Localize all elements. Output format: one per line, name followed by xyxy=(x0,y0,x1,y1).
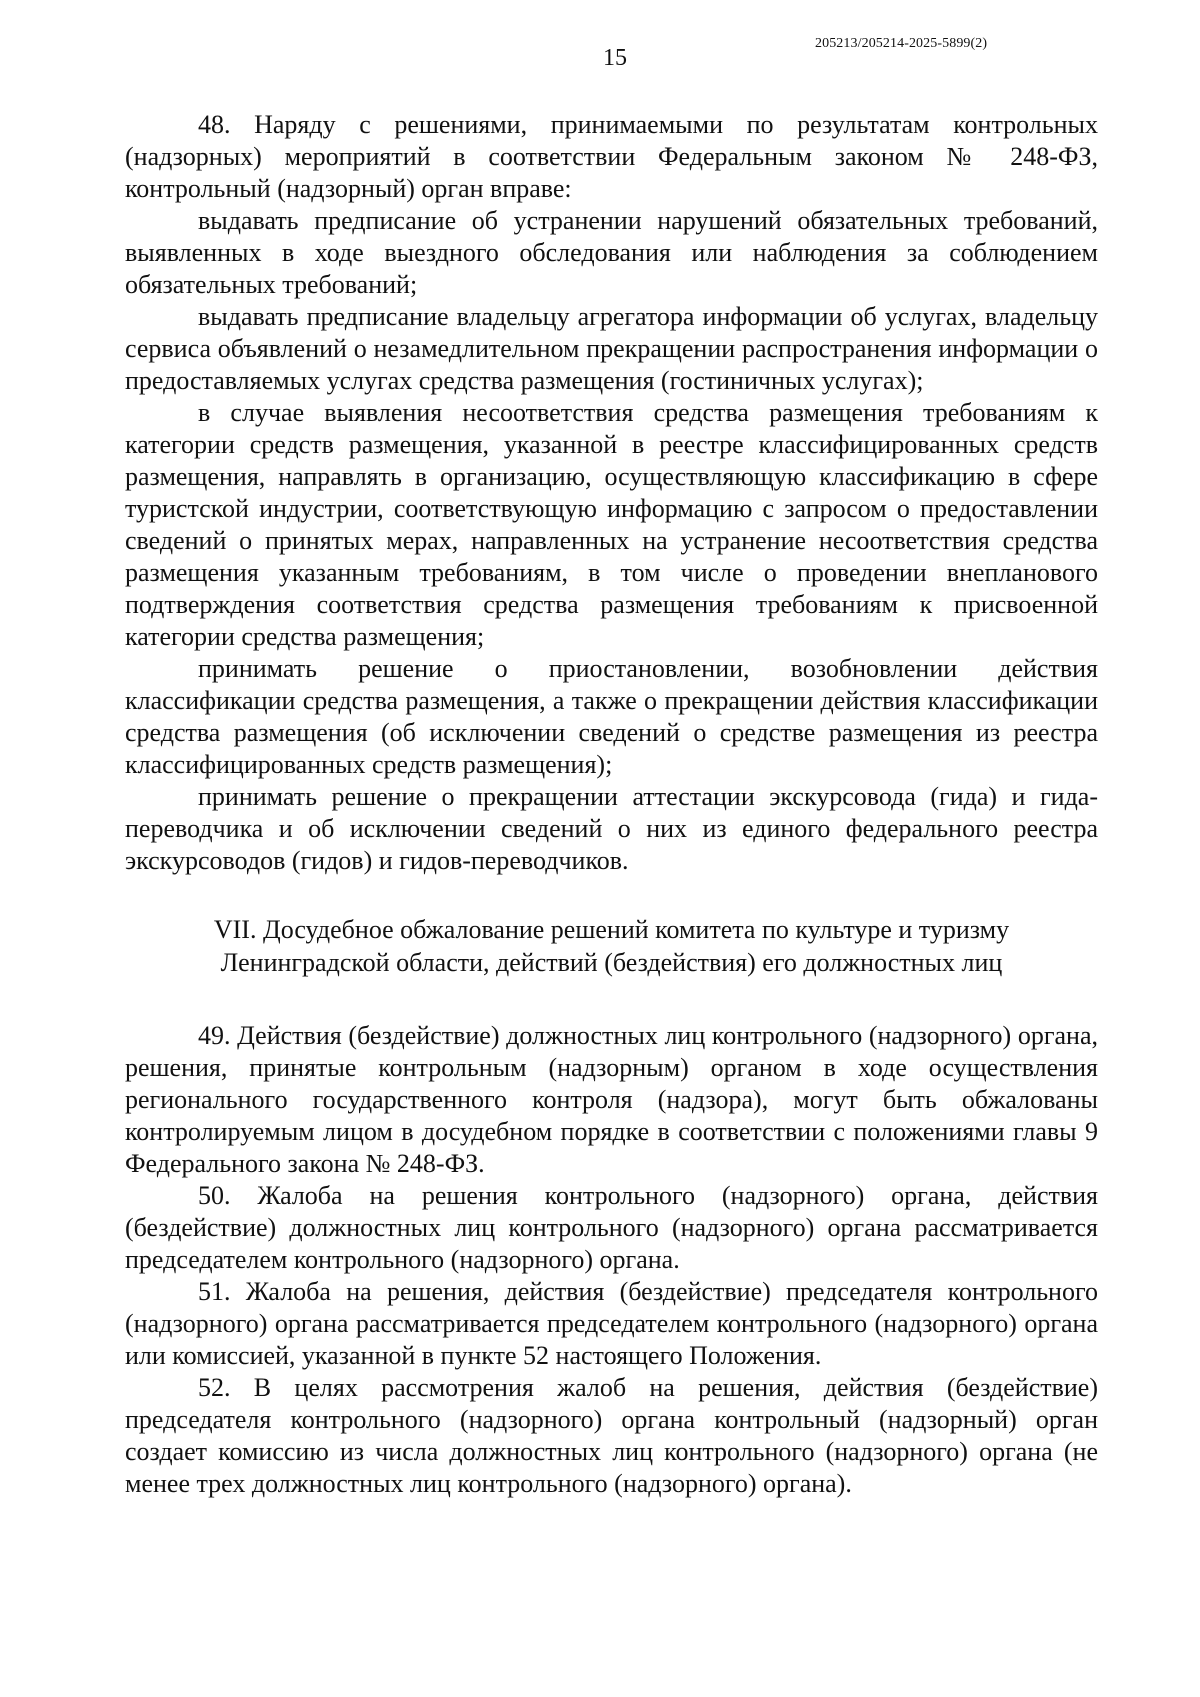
section-heading-line-1: VII. Досудебное обжалование решений комитета по культуре и туризму xyxy=(213,915,1010,944)
paragraph-51: 51. Жалоба на решения, действия (бездействие) председателя контрольного (надзорного) органа рассматривается председателем контрольного (надзорного) органа или комиссией, указанной в пункте 52 настоящего Положения. xyxy=(125,1277,1098,1370)
paragraph-49: 49. Действия (бездействие) должностных лиц контрольного (надзорного) органа, решения, принятые контрольным (надзорным) органом в ходе осуществления регионального государственного контроля (надзора), могут быть обжалованы контролируемым лицом в досудебном порядке в соответствии с положениями главы 9 Федерального закона № 248-ФЗ. xyxy=(125,1021,1098,1178)
paragraph-50: 50. Жалоба на решения контрольного (надзорного) органа, действия (бездействие) должностных лиц контрольного (надзорного) органа рассматривается председателем контрольного (надзорного) органа. xyxy=(125,1181,1098,1274)
paragraph-48-item-4: принимать решение о приостановлении, возобновлении действия классификации средства размещения, а также о прекращении действия классификации средства размещения (об исключении сведений о средстве размещения из реестра классифицированных средств размещения); xyxy=(125,654,1098,779)
paragraph-48: 48. Наряду с решениями, принимаемыми по результатам контрольных (надзорных) мероприятий в соответствии Федеральным законом № 248-ФЗ, контрольный (надзорный) орган вправе: xyxy=(125,110,1098,203)
paragraph-48-item-5: принимать решение о прекращении аттестации экскурсовода (гида) и гида-переводчика и об исключении сведений о них из единого федерального реестра экскурсоводов (гидов) и гидов-переводчиков. xyxy=(125,782,1098,875)
paragraph-48-item-3: в случае выявления несоответствия средства размещения требованиям к категории средств размещения, указанной в реестре классифицированных средств размещения, направлять в организацию, осуществляющую классификацию в сфере туристской индустрии, соответствующую информацию с запросом о предоставлении сведений о принятых мерах, направленных на устранение несоответствия средства размещения указанным требованиям, в том числе о проведении внепланового подтверждения соответствия средства размещения требованиям к присвоенной категории средства размещения; xyxy=(125,398,1098,651)
paragraph-48-item-2: выдавать предписание владельцу агрегатора информации об услугах, владельцу сервиса объявлений о незамедлительном прекращении распространения информации о предоставляемых услугах средства размещения (гостиничных услугах); xyxy=(125,302,1098,395)
paragraph-52: 52. В целях рассмотрения жалоб на решения, действия (бездействие) председателя контрольного (надзорного) органа контрольный (надзорный) орган создает комиссию из числа должностных лиц контрольного (надзорного) органа (не менее трех должностных лиц контрольного (надзорного) органа). xyxy=(125,1373,1098,1498)
document-body xyxy=(125,109,1098,1500)
document-code: 205213/205214-2025-5899(2) xyxy=(815,36,988,51)
paragraph-48-item-1: выдавать предписание об устранении нарушений обязательных требований, выявленных в ходе выездного обследования или наблюдения за соблюдением обязательных требований; xyxy=(125,206,1098,299)
section-heading xyxy=(125,913,1098,979)
section-heading-line-2: Ленинградской области, действий (бездействия) его должностных лиц xyxy=(220,948,1003,977)
page-number: 15 xyxy=(603,45,627,71)
